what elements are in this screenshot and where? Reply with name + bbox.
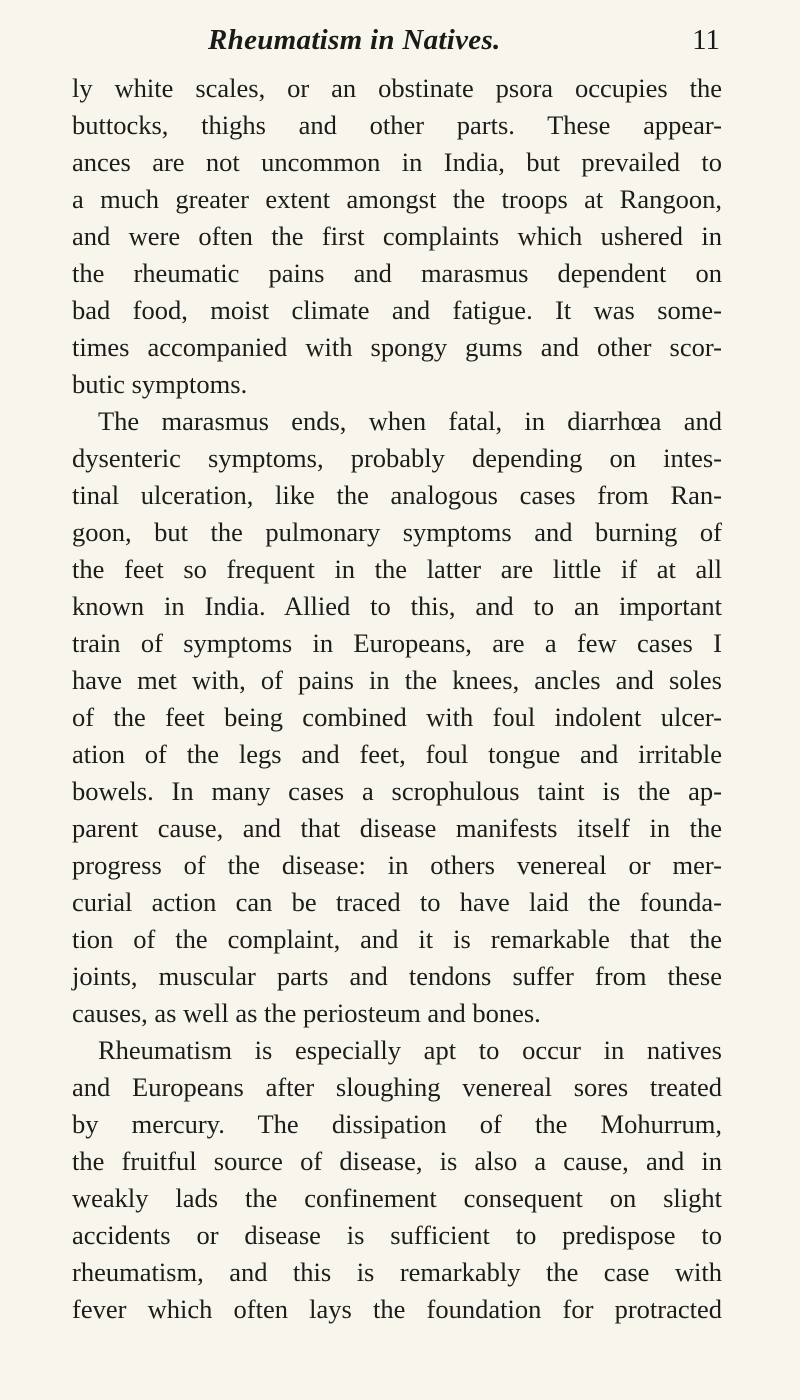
text-line: train of symptoms in Europeans, are a few cases I <box>72 628 722 658</box>
text-line: ation of the legs and feet, foul tongue and irritable <box>72 739 722 769</box>
text-line: the fruitful source of disease, is also a cause, and in <box>72 1146 722 1176</box>
text-line: ances are not uncommon in India, but prevailed to <box>72 147 722 177</box>
text-line: the feet so frequent in the latter are little if at all <box>72 554 722 584</box>
text-line: causes, as well as the periosteum and bones. <box>72 998 541 1028</box>
text-line: a much greater extent amongst the troops at Rangoon, <box>72 184 722 214</box>
text-line: of the feet being combined with foul indolent ulcer- <box>72 702 722 732</box>
text-line: times accompanied with spongy gums and other scor- <box>72 332 722 362</box>
text-line: weakly lads the confinement consequent on slight <box>72 1183 722 1213</box>
text-line: joints, muscular parts and tendons suffer from these <box>72 961 722 991</box>
text-line: the rheumatic pains and marasmus dependent on <box>72 258 722 288</box>
text-line: Rheumatism is especially apt to occur in natives <box>98 1035 722 1065</box>
text-line: by mercury. The dissipation of the Mohurrum, <box>72 1109 722 1139</box>
text-line: and Europeans after sloughing venereal sores treated <box>72 1072 722 1102</box>
body-text <box>72 70 722 1328</box>
page-header <box>100 24 720 64</box>
text-line: bad food, moist climate and fatigue. It was some- <box>72 295 722 325</box>
text-line: rheumatism, and this is remarkably the case with <box>72 1257 722 1287</box>
text-line: The marasmus ends, when fatal, in diarrhœa and <box>98 406 722 436</box>
text-line: and were often the first complaints which ushered in <box>72 221 722 251</box>
text-line: butic symptoms. <box>72 369 248 399</box>
text-line: bowels. In many cases a scrophulous taint is the ap- <box>72 776 722 806</box>
text-line: goon, but the pulmonary symptoms and burning of <box>72 517 722 547</box>
text-line: ly white scales, or an obstinate psora occupies the <box>72 73 722 103</box>
text-line: tinal ulceration, like the analogous cases from Ran- <box>72 480 722 510</box>
text-line: accidents or disease is sufficient to predispose to <box>72 1220 722 1250</box>
page-number: 11 <box>692 24 720 56</box>
text-line: curial action can be traced to have laid the founda- <box>72 887 722 917</box>
text-line: have met with, of pains in the knees, ancles and soles <box>72 665 722 695</box>
text-line: known in India. Allied to this, and to an important <box>72 591 722 621</box>
text-line: progress of the disease: in others venereal or mer- <box>72 850 722 880</box>
text-line: fever which often lays the foundation for protracted <box>72 1294 722 1324</box>
running-head: Rheumatism in Natives. <box>208 24 501 56</box>
text-line: buttocks, thighs and other parts. These appear- <box>72 110 722 140</box>
text-line: tion of the complaint, and it is remarkable that the <box>72 924 722 954</box>
text-line: parent cause, and that disease manifests itself in the <box>72 813 722 843</box>
text-line: dysenteric symptoms, probably depending on intes- <box>72 443 722 473</box>
